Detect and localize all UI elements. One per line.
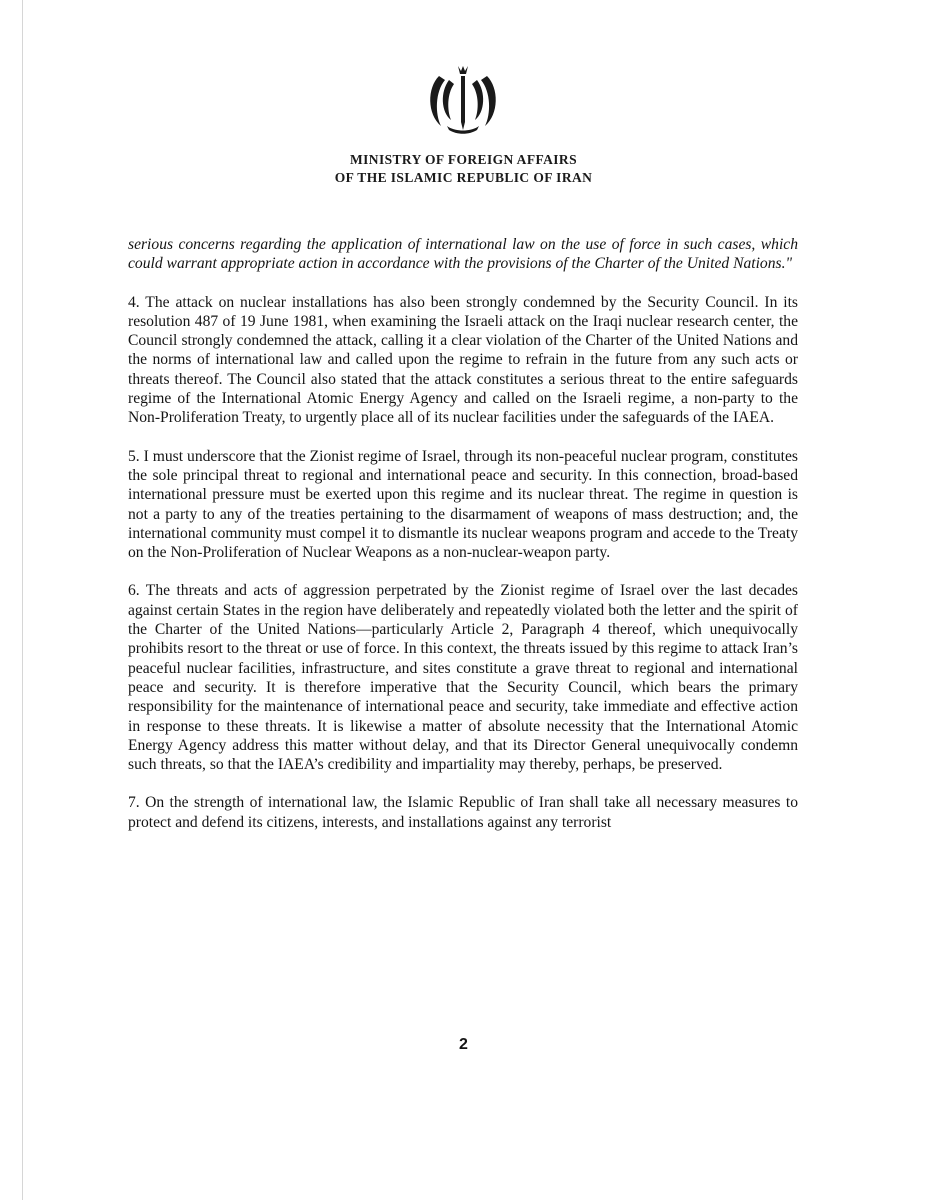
ministry-header xyxy=(0,151,927,187)
paragraph-4: 4. The attack on nuclear installations has also been strongly condemned by the Security Council. In its resolution 487 of 19 June 1981, when examining the Israeli attack on the Iraqi nuclear research center, the Council strongly condemned the attack, calling it a clear violation of the Charter of the United Nations and the norms of international law and called upon the regime to refrain in the future from any such acts or threats thereof. The Council also stated that the attack constitutes a serious threat to the entire safeguards regime of the International Atomic Energy Agency and called on the Israeli regime, a non-party to the Non-Proliferation Treaty, to urgently place all of its nuclear facilities under the safeguards of the IAEA. xyxy=(128,293,798,427)
iran-emblem-icon xyxy=(425,62,501,140)
paragraph-quote-continuation: serious concerns regarding the application of international law on the use of force in such cases, which could warrant appropriate action in accordance with the provisions of the Charter of the United Nations." xyxy=(128,236,798,273)
letter-body xyxy=(128,235,798,851)
paragraph-5: 5. I must underscore that the Zionist regime of Israel, through its non-peaceful nuclear program, constitutes the sole principal threat to regional and international peace and security. In this connection, broad-based international pressure must be exerted upon this regime and its nuclear threat. The regime in question is not a party to any of the treaties pertaining to the disarmament of weapons of mass destruction; and, the international community must compel it to dismantle its nuclear weapons program and accede to the Treaty on the Non-Proliferation of Nuclear Weapons as a non-nuclear-weapon party. xyxy=(128,447,798,562)
paragraph-7: 7. On the strength of international law, the Islamic Republic of Iran shall take all necessary measures to protect and defend its citizens, interests, and installations against any terrorist xyxy=(128,794,798,831)
ministry-line-1: MINISTRY OF FOREIGN AFFAIRS xyxy=(350,152,577,167)
paragraph-6: 6. The threats and acts of aggression perpetrated by the Zionist regime of Israel over the last decades against certain States in the region have deliberately and repeatedly violated both the letter and the spirit of the Charter of the United Nations—particularly Article 2, Paragraph 4 thereof, which unequivocally prohibits resort to the threat or use of force. In this context, the threats issued by this regime to attack Iran’s peaceful nuclear facilities, infrastructure, and sites constitute a grave threat to regional and international peace and security. It is therefore imperative that the Security Council, which bears the primary responsibility for the maintenance of international peace and security, take immediate and effective action in response to these threats. It is likewise a matter of absolute necessity that the International Atomic Energy Agency address this matter without delay, and that its Director General unequivocally condemn such threats, so that the IAEA’s credibility and impartiality may thereby, perhaps, be preserved. xyxy=(128,582,798,774)
page-number: 2 xyxy=(459,1036,468,1053)
ministry-line-2: OF THE ISLAMIC REPUBLIC OF IRAN xyxy=(334,170,593,185)
